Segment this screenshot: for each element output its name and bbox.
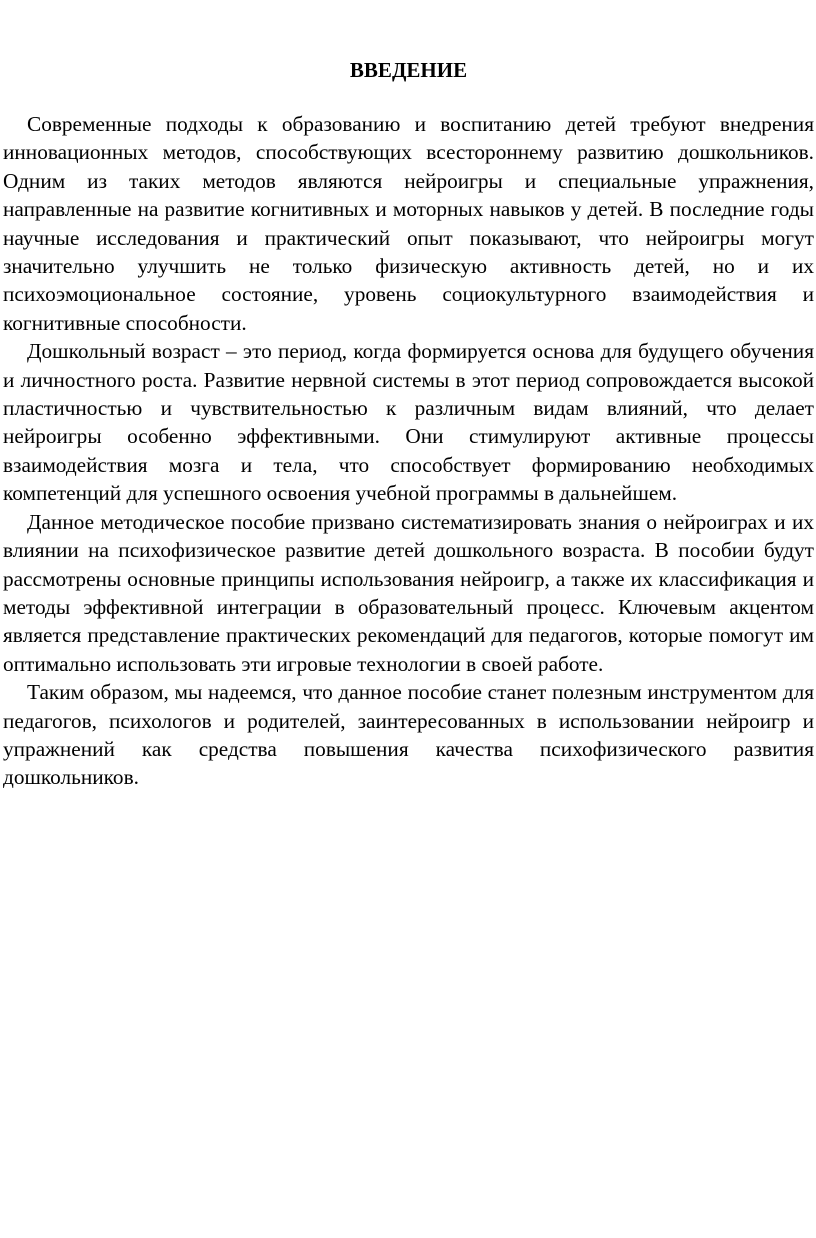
paragraph-3: Данное методическое пособие призвано систематизировать знания о нейроиграх и их влиянии на психофизическое развитие детей дошкольного возраста. В пособии будут рассмотрены основные принципы использования нейроигр, а также их классификация и методы эффективной интеграции в образовательный процесс. Ключевым акцентом является представление практических рекомендаций для педагогов, которые помогут им оптимально использовать эти игровые технологии в своей работе. — [3, 509, 814, 676]
paragraph-4: Таким образом, мы надеемся, что данное пособие станет полезным инструментом для педагогов, психологов и родителей, заинтересованных в использовании нейроигр и упражнений как средства повышения качества психофизического развития дошкольников. — [3, 680, 814, 790]
paragraph-1: Современные подходы к образованию и воспитанию детей требуют внедрения инновационных методов, способствующих всестороннему развитию дошкольников. Одним из таких методов являются нейроигры и специальные упражнения, направленные на развитие когнитивных и моторных навыков у детей. В последние годы научные исследования и практический опыт показывают, что нейроигры могут значительно улучшить не только физическую активность детей, но и их психоэмоциональное состояние, уровень социокультурного взаимодействия и когнитивные способности. — [3, 112, 814, 335]
document-title: ВВЕДЕНИЕ — [349, 58, 468, 82]
paragraph-2: Дошкольный возраст – это период, когда формируется основа для будущего обучения и личностного роста. Развитие нервной системы в этот период сопровождается высокой пластичностью и чувствительностью к различным видам влияний, что делает нейроигры особенно эффективными. Они стимулируют активные процессы взаимодействия мозга и тела, что способствует формированию необходимых компетенций для успешного освоения учебной программы в дальнейшем. — [3, 339, 814, 506]
